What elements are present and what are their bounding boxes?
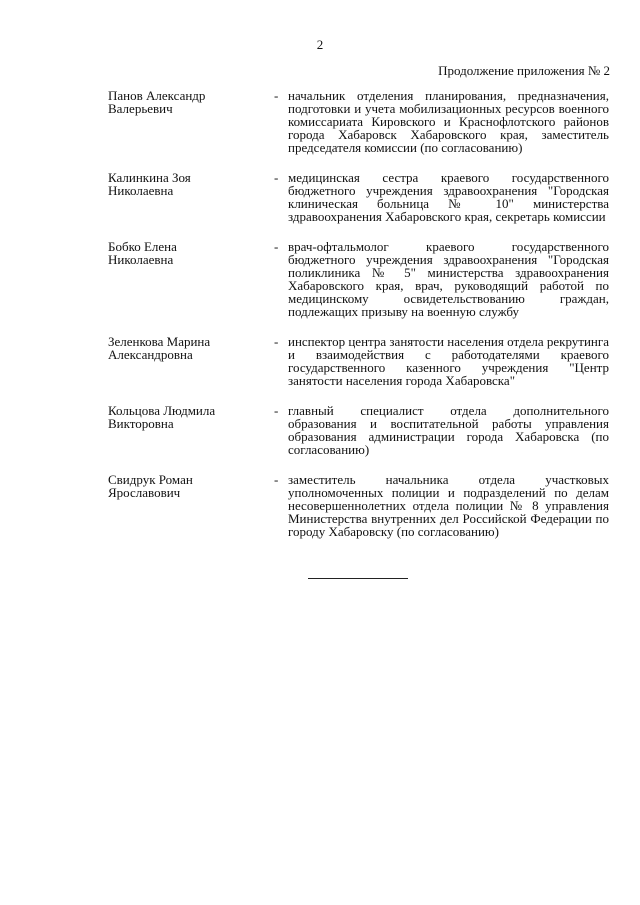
person-patronymic: Николаевна	[108, 183, 174, 198]
person-entry	[108, 89, 608, 154]
person-position: главный специалист отдела дополнительного образования и воспитательной работы управления образования администрации города Хабаровска (по согласованию)	[288, 403, 609, 457]
person-name	[108, 89, 268, 115]
person-surname-first: Бобко Елена	[108, 239, 177, 254]
entry-dash: -	[274, 170, 279, 185]
person-patronymic: Валерьевич	[108, 101, 173, 116]
entry-dash: -	[274, 88, 279, 103]
person-name	[108, 240, 268, 266]
person-position: заместитель начальника отдела участковых уполномоченных полиции и подразделений по делам несовершеннолетних отдела полиции № 8 управления Министерства внутренних дел Российской Федерации по городу Хабаровску (по согласованию)	[288, 472, 609, 539]
person-entry	[108, 404, 608, 456]
person-entry	[108, 171, 608, 223]
person-entry	[108, 473, 608, 538]
entry-dash: -	[274, 403, 279, 418]
entry-dash: -	[274, 472, 279, 487]
person-name	[108, 171, 268, 197]
person-name	[108, 473, 268, 499]
end-rule	[308, 578, 408, 579]
person-surname-first: Свидрук Роман	[108, 472, 193, 487]
person-position: инспектор центра занятости населения отдела рекрутинга и взаимодействия с работодателями краевого государственного казенного учреждения "Центр занятости населения города Хабаровска"	[288, 334, 609, 388]
person-surname-first: Зеленкова Марина	[108, 334, 211, 349]
person-position: врач-офтальмолог краевого государственного бюджетного учреждения здравоохранения "Городская поликлиника № 5" министерства здравоохранения Хабаровского края, врач, руководящий работой по медицинскому освидетельствованию граждан, подлежащих призыву на военную службу	[288, 239, 609, 319]
person-patronymic: Ярославович	[108, 485, 181, 500]
entry-dash: -	[274, 239, 279, 254]
person-patronymic: Викторовна	[108, 416, 174, 431]
person-surname-first: Панов Александр	[108, 88, 206, 103]
person-patronymic: Николаевна	[108, 252, 174, 267]
person-name	[108, 335, 268, 361]
page-number: 2	[316, 37, 324, 52]
person-surname-first: Кольцова Людмила	[108, 403, 216, 418]
person-position: медицинская сестра краевого государственного бюджетного учреждения здравоохранения "Городская клиническая больница № 10" министерства здравоохранения Хабаровского края, секретарь комиссии	[288, 170, 609, 224]
people-list	[108, 89, 608, 555]
person-patronymic: Александровна	[108, 347, 193, 362]
person-entry	[108, 335, 608, 387]
person-name	[108, 404, 268, 430]
continuation-caption: Продолжение приложения № 2	[438, 63, 610, 78]
entry-dash: -	[274, 334, 279, 349]
person-surname-first: Калинкина Зоя	[108, 170, 191, 185]
person-entry	[108, 240, 608, 318]
person-position: начальник отделения планирования, предназначения, подготовки и учета мобилизационных ресурсов военного комиссариата Кировского и Краснофлотского районов города Хабаровск Хабаровского края, заместитель председателя комиссии (по согласованию)	[288, 88, 609, 155]
